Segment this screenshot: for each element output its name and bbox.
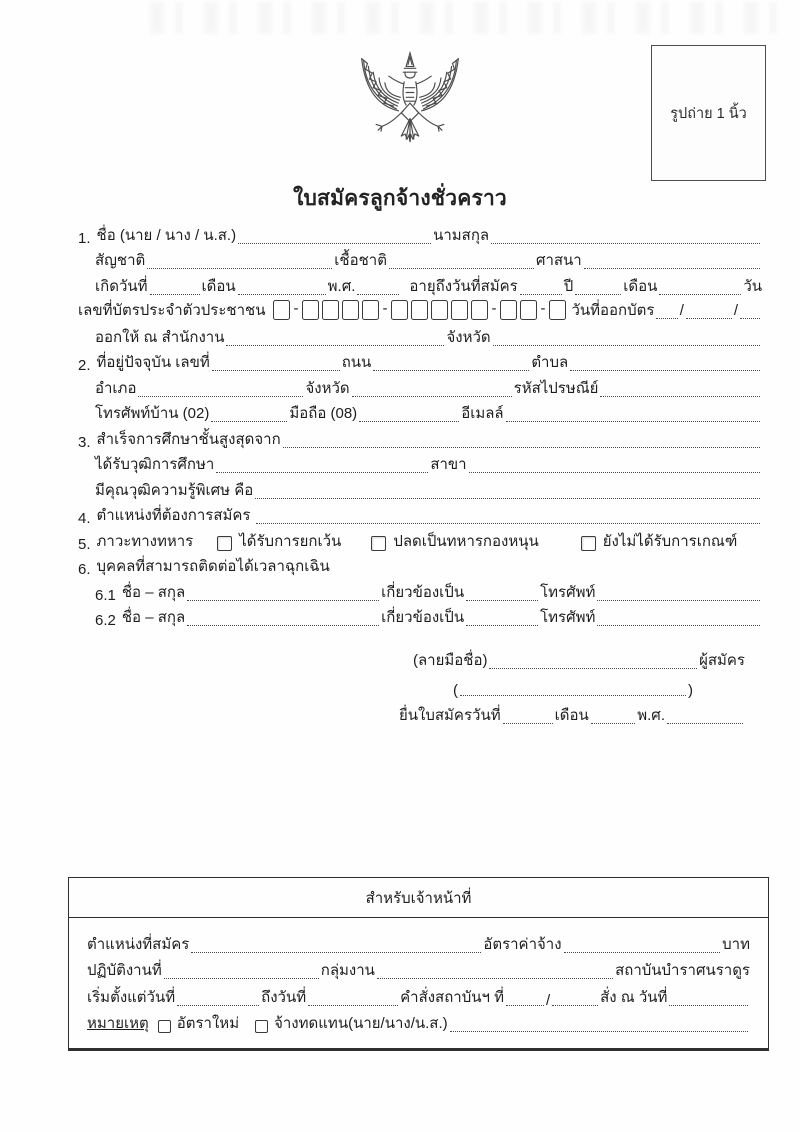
field-row-district [78,374,762,400]
order-date-line[interactable] [669,991,748,1006]
order-date-label: สั่ง ณ วันที่ [600,988,668,1006]
mobile-label: มือถือ (08) [289,405,358,422]
start-date-label: เริ่มตั้งแต่วันที่ [87,988,176,1006]
religion-field-line[interactable] [584,254,760,269]
nationality-label: สัญชาติ [95,252,146,269]
subdistrict-label: ตำบล [531,354,569,371]
replacement-label: จ้างทดแทน(นาย/นาง/น.ส.) [274,1015,448,1032]
sub-item-number: 6.1 [95,586,116,604]
contact1-name-label: ชื่อ – สกุล [121,583,186,601]
item-number: 1. [78,229,91,247]
contact1-phone-label: โทรศัพท์ [540,583,596,601]
issue-province-label: จังหวัด [446,328,491,346]
item-number: 3. [78,433,91,451]
birth-day-line[interactable] [150,280,200,295]
photo-attachment-box[interactable] [651,45,766,181]
scan-bleed-artifact [150,2,790,34]
education-line[interactable] [283,433,760,448]
signature-name-row [413,672,745,700]
item-number: 2. [78,357,91,374]
id-card-label: เลขที่บัตรประจำตัวประชาชน [78,302,266,320]
contact2-phone-label: โทรศัพท์ [540,609,596,626]
birth-year-line[interactable] [357,280,399,295]
home-phone-label: โทรศัพท์บ้าน (02) [95,405,210,422]
military-not-drafted-checkbox[interactable] [581,536,596,551]
id-digit-box[interactable] [342,300,359,320]
home-phone-line[interactable] [211,407,287,422]
military-reserve-label: ปลดเป็นทหารกองหนุน [393,532,539,550]
issue-day-line[interactable] [656,304,677,319]
road-label: ถนน [341,354,372,371]
field-row-address [78,349,762,375]
official-row-note [87,1009,750,1036]
new-position-label: อัตราใหม่ [176,1015,240,1032]
issue-office-label: ออกให้ ณ สำนักงาน [95,328,225,346]
id-digit-box[interactable] [471,300,488,320]
contact2-relation-line[interactable] [466,611,538,626]
id-group-separator: - [382,300,388,318]
wage-line[interactable] [564,938,721,953]
ethnicity-label: เชื้อชาติ [334,252,387,269]
slash: / [545,991,551,1009]
id-digit-box[interactable] [273,300,290,320]
submit-month-line[interactable] [591,709,636,724]
submit-date-row [399,699,745,727]
official-row-workplace [87,956,750,983]
end-date-line[interactable] [308,991,398,1006]
contact1-relation-line[interactable] [466,586,538,601]
province-label: จังหวัด [305,379,350,397]
workgroup-label: กลุ่มงาน [320,962,375,979]
ethnicity-field-line[interactable] [389,254,534,269]
field-row-name-surname [78,221,762,247]
district-line[interactable] [138,382,303,397]
birthdate-label: เกิดวันที่ [95,277,148,295]
signature-block [399,644,745,727]
order-number-line[interactable] [506,991,544,1006]
age-months-line[interactable] [575,280,621,295]
signature-label: (ลายมือชื่อ) [413,651,488,669]
contact2-name-line[interactable] [187,611,379,626]
submit-date-label: ยื่นใบสมัครวันที่ [399,706,501,724]
field-row-degree [78,451,762,477]
contact2-phone-line[interactable] [597,611,760,626]
sub-item-number: 6.2 [95,612,116,629]
paren-open: ( [453,682,458,699]
official-use-box [68,877,769,1051]
submit-day-line[interactable] [503,709,553,724]
id-group-separator: - [540,300,546,318]
field-row-military [78,527,762,553]
field-row-id-card [78,298,762,324]
age-years-line[interactable] [520,280,562,295]
id-digit-box[interactable] [391,300,408,320]
wage-label: อัตราค่าจ้าง [483,935,562,953]
official-row-dates [87,982,750,1009]
name-label: ชื่อ (นาย / นาง / น.ส.) [96,226,237,244]
degree-label: ได้รับวุฒิการศึกษา [95,456,215,473]
address-no-line[interactable] [212,356,340,371]
email-label: อีเมลล์ [461,405,504,422]
district-label: อำเภอ [95,379,137,397]
signature-line[interactable] [489,654,697,669]
id-digit-box[interactable] [431,300,448,320]
emergency-contact-label: บุคคลที่สามารถติดต่อได้เวลาฉุกเฉิน [96,558,330,575]
field-row-nationality [78,247,762,273]
replacement-name-line[interactable] [450,1017,748,1032]
photo-box-label: รูปถ่าย 1 นิ้ว [670,105,747,122]
id-digit-box[interactable] [411,300,428,320]
garuda-emblem-icon [352,48,468,166]
education-label: สำเร็จการศึกษาชั้นสูงสุดจาก [96,430,281,448]
subdistrict-line[interactable] [570,356,760,371]
workplace-label: ปฏิบัติงานที่ [87,962,162,979]
surname-label: นามสกุล [433,226,490,244]
id-digit-box[interactable] [322,300,339,320]
item-number: 5. [78,535,91,553]
submit-year-line[interactable] [667,709,743,724]
contact1-phone-line[interactable] [597,586,760,601]
id-digit-box[interactable] [549,300,566,320]
submit-era-label: พ.ศ. [637,706,665,724]
age-day-unit: วัน [743,277,762,295]
age-month-unit: เดือน [623,277,658,295]
submit-month-label: เดือน [554,706,589,724]
issue-province-line[interactable] [493,331,760,346]
paren-close: ) [688,682,693,699]
institute-name: สถาบันบำราศนราดูร [615,962,750,979]
order-number-label: คำสั่งสถาบันฯ ที่ [400,988,504,1006]
issue-year-line[interactable] [740,304,760,319]
zipcode-label: รหัสไปรษณีย์ [513,379,599,397]
official-box-header: สำหรับเจ้าหน้าที่ [69,878,768,918]
degree-line[interactable] [216,458,428,473]
end-date-label: ถึงวันที่ [261,988,307,1006]
field-row-emergency-1 [78,578,762,604]
field-row-birthdate [78,272,762,298]
military-not-drafted-label: ยังไม่ได้รับการเกณฑ์ [602,532,738,550]
form-title: ใบสมัครลูกจ้างชั่วคราว [293,187,507,210]
military-label: ภาวะทางทหาร [96,532,194,550]
military-exempt-checkbox[interactable] [217,536,232,551]
military-exempt-label: ได้รับการยกเว้น [239,532,342,550]
applicant-label: ผู้สมัคร [699,651,745,669]
start-date-line[interactable] [177,991,259,1006]
id-digit-box[interactable] [451,300,468,320]
signature-row [413,644,745,672]
id-digit-box[interactable] [500,300,517,320]
applied-position-label: ตำแหน่งที่สมัคร [87,935,190,953]
road-line[interactable] [373,356,529,371]
id-card-boxes[interactable] [271,300,567,320]
issue-office-line[interactable] [226,331,444,346]
address-label: ที่อยู่ปัจจุบัน เลขที่ [96,354,210,371]
id-group-separator: - [491,300,497,318]
province-line[interactable] [352,382,512,397]
contact2-name-label: ชื่อ – สกุล [121,609,186,626]
birth-month-label: เดือน [201,277,236,295]
special-skills-label: มีคุณวุฒิความรู้พิเศษ คือ [95,481,254,499]
official-row-position [87,929,750,956]
contact2-relation-label: เกี่ยวข้องเป็น [381,609,465,626]
item-number: 6. [78,561,91,578]
order-year-line[interactable] [552,991,598,1006]
form-body [78,221,762,727]
slash: / [733,301,738,319]
field-row-issue-office [78,323,762,349]
religion-label: ศาสนา [535,252,582,269]
field-row-special-skills [78,476,762,502]
item-number: 4. [78,510,91,527]
issue-month-line[interactable] [686,304,732,319]
note-label: หมายเหตุ [87,1015,149,1032]
contact1-relation-label: เกี่ยวข้องเป็น [381,583,465,601]
applied-position-line[interactable] [191,938,481,953]
age-label: อายุถึงวันที่สมัคร [409,277,518,295]
new-position-checkbox[interactable] [158,1020,171,1033]
field-row-phone [78,400,762,426]
contact1-name-line[interactable] [187,586,379,601]
field-row-education [78,425,762,451]
major-line[interactable] [469,458,760,473]
baht-unit: บาท [722,935,750,953]
military-reserve-checkbox[interactable] [371,536,386,551]
id-digit-box[interactable] [302,300,319,320]
slash: / [679,301,684,319]
official-box-body [69,918,768,1048]
age-days-line[interactable] [659,280,741,295]
field-row-emergency-2 [78,604,762,630]
special-skills-line[interactable] [255,484,760,499]
zipcode-line[interactable] [600,382,760,397]
major-label: สาขา [430,456,467,473]
email-line[interactable] [506,407,760,422]
mobile-line[interactable] [359,407,459,422]
id-group-separator: - [293,300,299,318]
birth-month-line[interactable] [238,280,326,295]
replacement-checkbox[interactable] [255,1020,268,1033]
workgroup-line[interactable] [377,964,613,979]
issue-date-label: วันที่ออกบัตร [571,302,655,320]
position-line[interactable] [256,509,760,524]
age-year-unit: ปี [563,277,574,295]
field-row-position [78,502,762,528]
workplace-line[interactable] [164,964,319,979]
signature-name-line[interactable] [460,681,686,696]
field-row-emergency-header [78,553,762,579]
birth-era-label: พ.ศ. [327,277,356,295]
name-field-line[interactable] [238,229,431,244]
nationality-field-line[interactable] [147,254,332,269]
id-digit-box[interactable] [520,300,537,320]
id-digit-box[interactable] [362,300,379,320]
position-label: ตำแหน่งที่ต้องการสมัคร [96,507,251,524]
surname-field-line[interactable] [491,229,760,244]
